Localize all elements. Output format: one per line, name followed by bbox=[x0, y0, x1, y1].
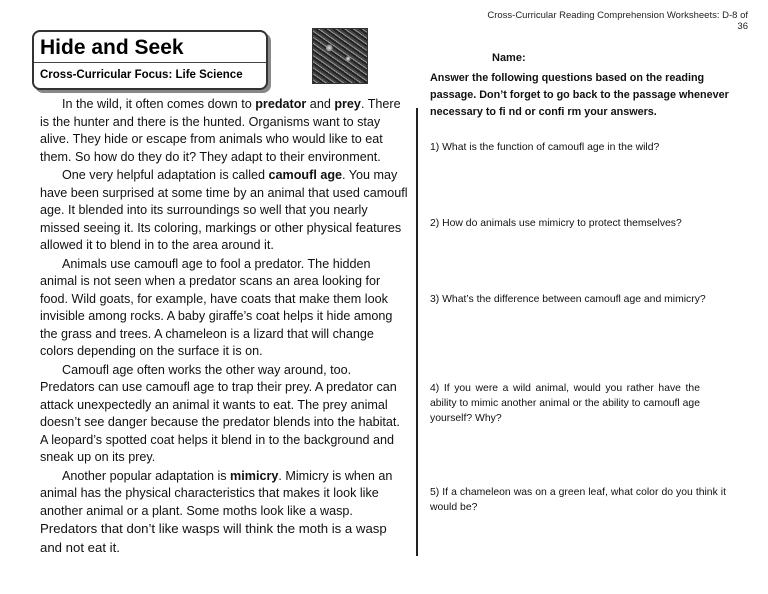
passage-paragraph-4: Camoufl age often works the other way around, too. Predators can use camoufl age to trap their prey. A predator can attack unexpectedly an animal it wants to eat. The prey animal doesn’t see danger because the predator blends into the habitat. A leopard’s spotted coat helps it blend in to the background and sneak up on its prey. bbox=[40, 362, 400, 464]
page-header: Cross-Curricular Reading Comprehension Worksheets: D-8 of 36 bbox=[487, 10, 748, 32]
worksheet-title: Hide and Seek bbox=[40, 36, 184, 59]
keyword-camouflage: camoufl age bbox=[268, 168, 343, 182]
passage-paragraph-1: In the wild, it often comes down to predator and prey. There is the hunter and there is the hunted. Organisms want to stay alive. They hide or escape from animals who would like to eat them. So how do they do it? They adapt to their environment. bbox=[40, 97, 401, 164]
passage-paragraph-2: One very helpful adaptation is called camoufl age. You may have been surprised at some time by an animal that used camoufl age. It blended into its surroundings so well that you nearly missed seeing it. Its coloring, markings or other physical features allowed it to blend in to the area around it. bbox=[40, 168, 408, 252]
instructions: Answer the following questions based on the reading passage. Don’t forget to go back to the passage whenever necessary to fi nd or confi rm your answers. bbox=[430, 72, 729, 118]
reading-passage bbox=[40, 96, 408, 558]
keyword-predator: predator bbox=[255, 97, 307, 111]
name-label: Name: bbox=[492, 52, 526, 64]
passage-paragraph-3: Animals use camoufl age to fool a predator. The hidden animal is not seen when a predator scans an area looking for food. Wild goats, for example, have coats that make them look invisible among rocks. A baby giraffe’s coat helps it hide among the grass and trees. A chameleon is a lizard that will change colors depending on the surface it is on. bbox=[40, 256, 393, 358]
question-5: 5) If a chameleon was on a green leaf, what color do you think it would be? bbox=[430, 487, 726, 513]
question-1: 1) What is the function of camoufl age in the wild? bbox=[430, 142, 660, 153]
passage-paragraph-5: Another popular adaptation is mimicry. Mimicry is when an animal has the physical characteristics that makes it look like another animal or a plant. Some moths look like a wasp. Predators that don’t like wasps will think the moth is a wasp and not eat it. bbox=[40, 468, 393, 555]
question-2: 2) How do animals use mimicry to protect themselves? bbox=[430, 218, 682, 229]
title-divider bbox=[34, 62, 266, 63]
title-box bbox=[32, 30, 268, 90]
question-4: 4) If you were a wild animal, would you rather have the ability to mimic another animal or the ability to camoufl age yourself? Why? bbox=[430, 383, 700, 424]
worksheet-subtitle: Cross-Curricular Focus: Life Science bbox=[40, 69, 243, 81]
question-3: 3) What’s the difference between camoufl age and mimicry? bbox=[430, 294, 706, 305]
keyword-prey: prey bbox=[334, 97, 361, 111]
column-divider bbox=[416, 108, 418, 556]
moth-camouflage-photo bbox=[312, 28, 368, 84]
keyword-mimicry: mimicry bbox=[230, 468, 279, 483]
